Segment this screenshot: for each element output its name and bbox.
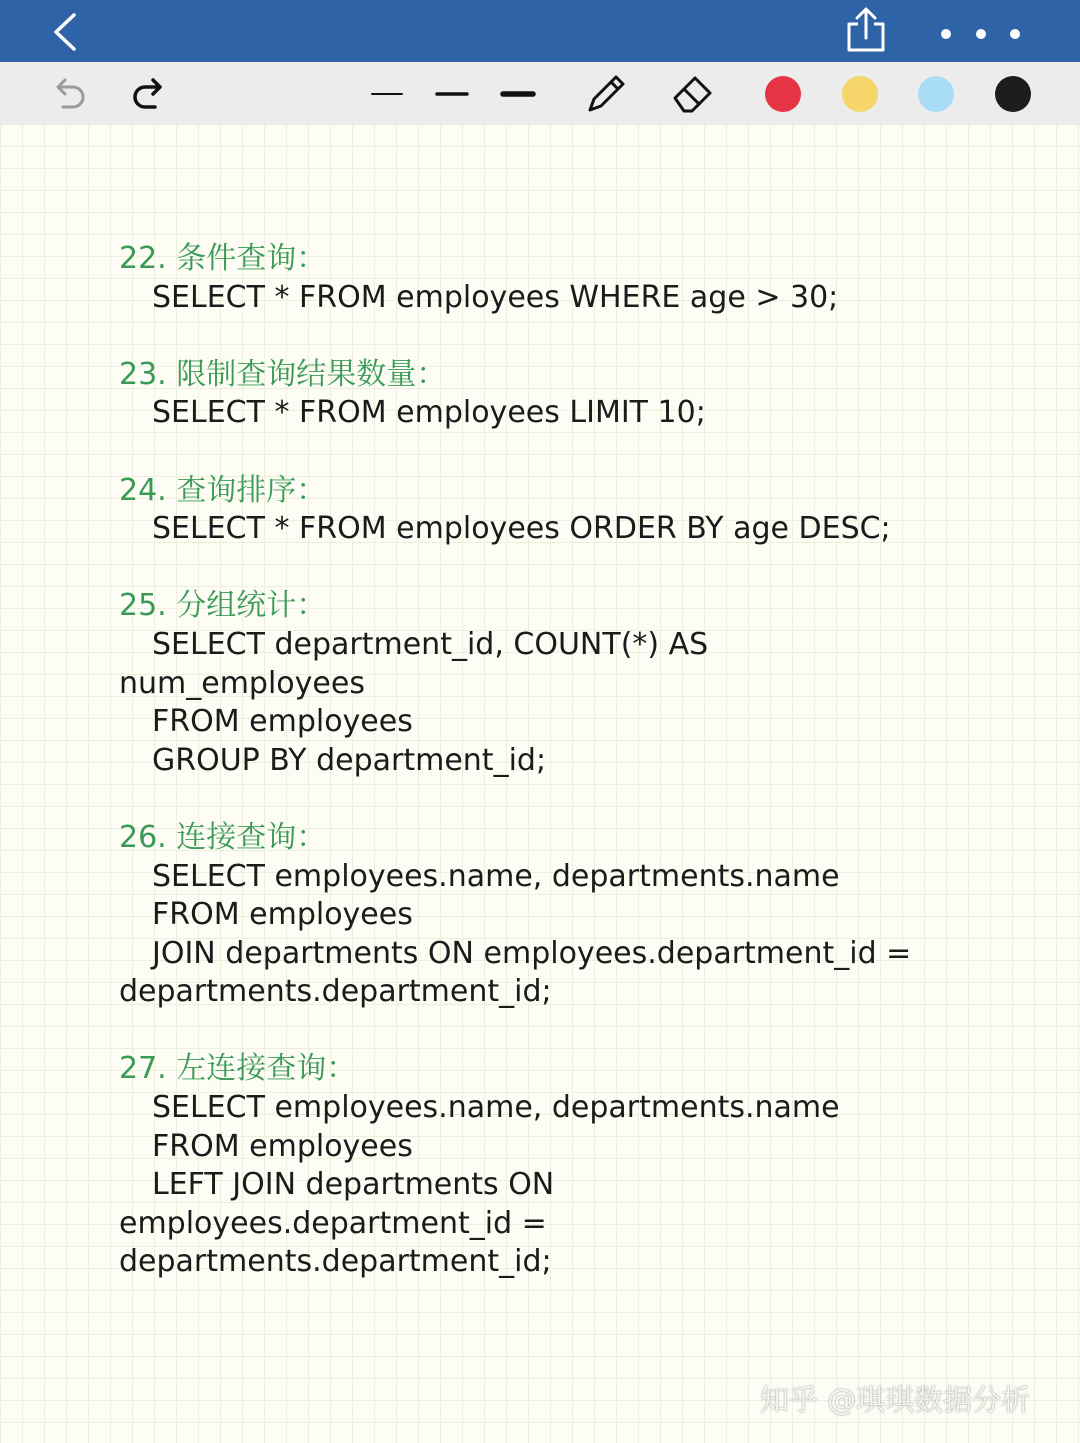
note-section xyxy=(119,819,1019,1012)
note-section xyxy=(119,240,1019,317)
thin-line-icon[interactable] xyxy=(370,84,404,104)
sql-code-line: FROM employees xyxy=(152,897,413,933)
sql-code-line: departments.department_id; xyxy=(119,1244,552,1280)
sql-code-line: LEFT JOIN departments ON xyxy=(152,1167,555,1203)
pencil-icon[interactable] xyxy=(584,70,630,116)
section-heading: 23. 限制查询结果数量： xyxy=(119,356,447,392)
sql-code-line: departments.department_id; xyxy=(119,974,552,1010)
sql-code-line: JOIN departments ON employees.department_id = xyxy=(152,935,912,971)
chevron-left-icon[interactable] xyxy=(46,12,86,52)
undo-icon[interactable] xyxy=(50,74,88,112)
section-heading: 24. 查询排序： xyxy=(119,472,327,508)
section-heading: 26. 连接查询： xyxy=(119,819,327,855)
light-blue-color-swatch[interactable] xyxy=(918,76,954,112)
redo-icon[interactable] xyxy=(130,74,168,112)
sql-code-line: SELECT * FROM employees ORDER BY age DESC; xyxy=(152,511,891,547)
section-heading: 25. 分组统计： xyxy=(119,588,327,624)
thick-line-icon[interactable] xyxy=(499,84,537,104)
ellipsis-icon[interactable] xyxy=(930,20,1030,48)
sql-code-line: SELECT department_id, COUNT(*) AS xyxy=(152,626,709,662)
top-nav-bar xyxy=(0,0,1080,62)
black-color-swatch[interactable] xyxy=(995,76,1031,112)
sql-code-line: FROM employees xyxy=(152,704,413,740)
sql-code-line: SELECT * FROM employees LIMIT 10; xyxy=(152,395,706,431)
note-content xyxy=(119,240,1019,1321)
note-section xyxy=(119,472,1019,549)
sql-code-line: num_employees xyxy=(119,665,365,701)
eraser-icon[interactable] xyxy=(670,70,716,116)
sql-code-line: FROM employees xyxy=(152,1128,413,1164)
section-heading: 22. 条件查询： xyxy=(119,241,327,276)
sql-code-line: GROUP BY department_id; xyxy=(152,742,547,778)
note-section xyxy=(119,1050,1019,1282)
sql-code-line: employees.department_id = xyxy=(119,1205,547,1241)
red-color-swatch[interactable] xyxy=(765,76,801,112)
note-section xyxy=(119,356,1019,433)
watermark: 知乎 @琪琪数据分析 xyxy=(760,1383,1031,1417)
section-heading: 27. 左连接查询： xyxy=(119,1051,357,1087)
medium-line-icon[interactable] xyxy=(434,84,470,104)
yellow-color-swatch[interactable] xyxy=(842,76,878,112)
note-section xyxy=(119,587,1019,780)
sql-code-line: SELECT employees.name, departments.name xyxy=(152,858,840,894)
sql-code-line: SELECT * FROM employees WHERE age > 30; xyxy=(152,279,839,315)
share-icon[interactable] xyxy=(842,6,890,54)
sql-code-line: SELECT employees.name, departments.name xyxy=(152,1090,840,1126)
